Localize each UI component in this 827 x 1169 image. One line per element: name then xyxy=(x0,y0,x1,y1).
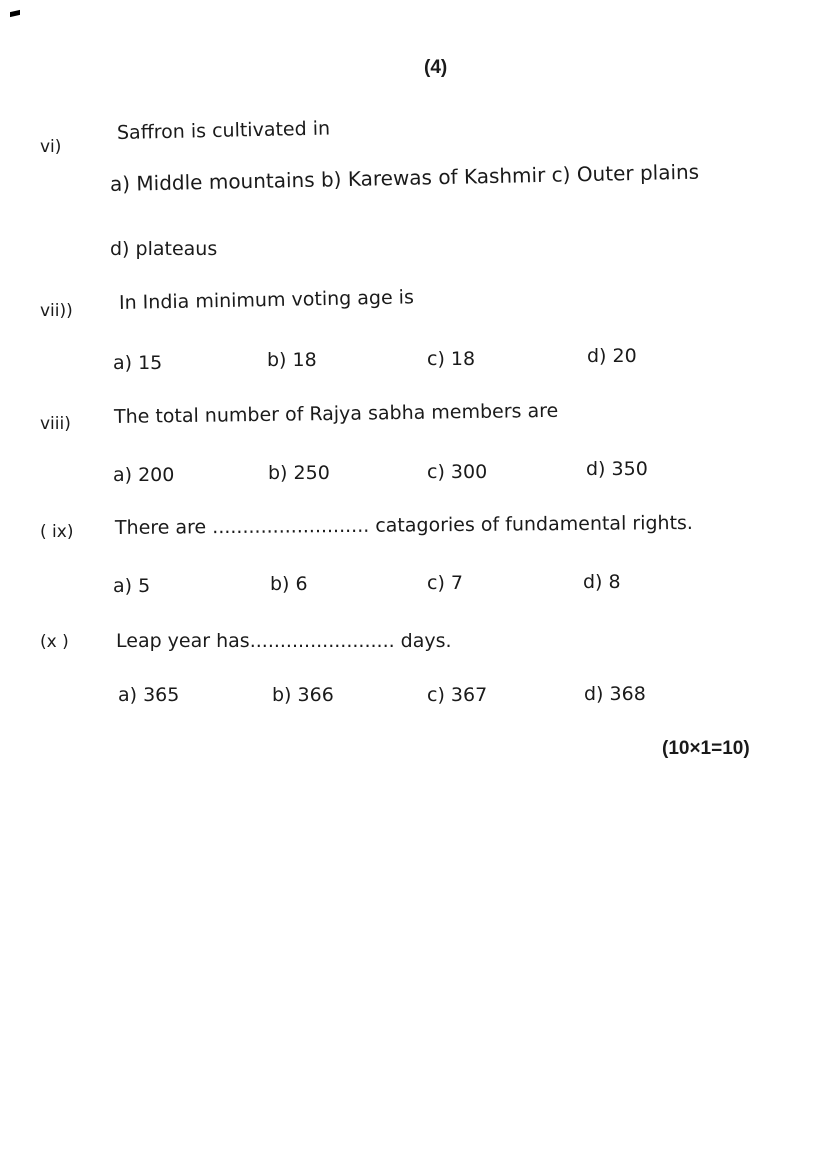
option-d: d) 350 xyxy=(586,458,648,480)
option-a: a) 365 xyxy=(118,684,180,706)
question-number: viii) xyxy=(40,414,71,434)
option-line: a) Middle mountains b) Karewas of Kashmir c) Outer plains xyxy=(109,159,700,196)
option-c: c) 300 xyxy=(427,461,488,483)
marks-total: (10×1=10) xyxy=(662,738,750,759)
scan-mark xyxy=(10,10,20,17)
question-number: vi) xyxy=(40,137,62,157)
option-b: b) 6 xyxy=(270,573,308,595)
question-number: ( ix) xyxy=(40,522,74,542)
option-c: c) 367 xyxy=(427,684,488,706)
option-b: b) 366 xyxy=(272,684,334,706)
option-a: a) 15 xyxy=(113,352,163,374)
option-d: d) plateaus xyxy=(110,238,218,260)
question-number: vii)) xyxy=(40,301,73,321)
option-d: d) 8 xyxy=(583,571,621,593)
option-b: b) 250 xyxy=(268,462,330,484)
option-a: a) 5 xyxy=(113,575,151,597)
question-text: The total number of Rajya sabha members are xyxy=(113,399,559,428)
question-number: (x ) xyxy=(40,632,69,652)
question-text: There are .......................... catagories of fundamental rights. xyxy=(114,511,694,539)
option-c: c) 7 xyxy=(427,572,463,594)
option-c: c) 18 xyxy=(427,348,476,370)
option-d: d) 20 xyxy=(587,345,637,367)
option-b: b) 18 xyxy=(267,349,317,371)
question-text: In India minimum voting age is xyxy=(118,286,415,314)
option-d: d) 368 xyxy=(584,683,646,705)
option-a: a) 200 xyxy=(113,464,175,486)
page-number: (4) xyxy=(424,57,448,78)
question-text: Saffron is cultivated in xyxy=(116,117,331,144)
question-text: Leap year has........................ days. xyxy=(116,630,452,652)
